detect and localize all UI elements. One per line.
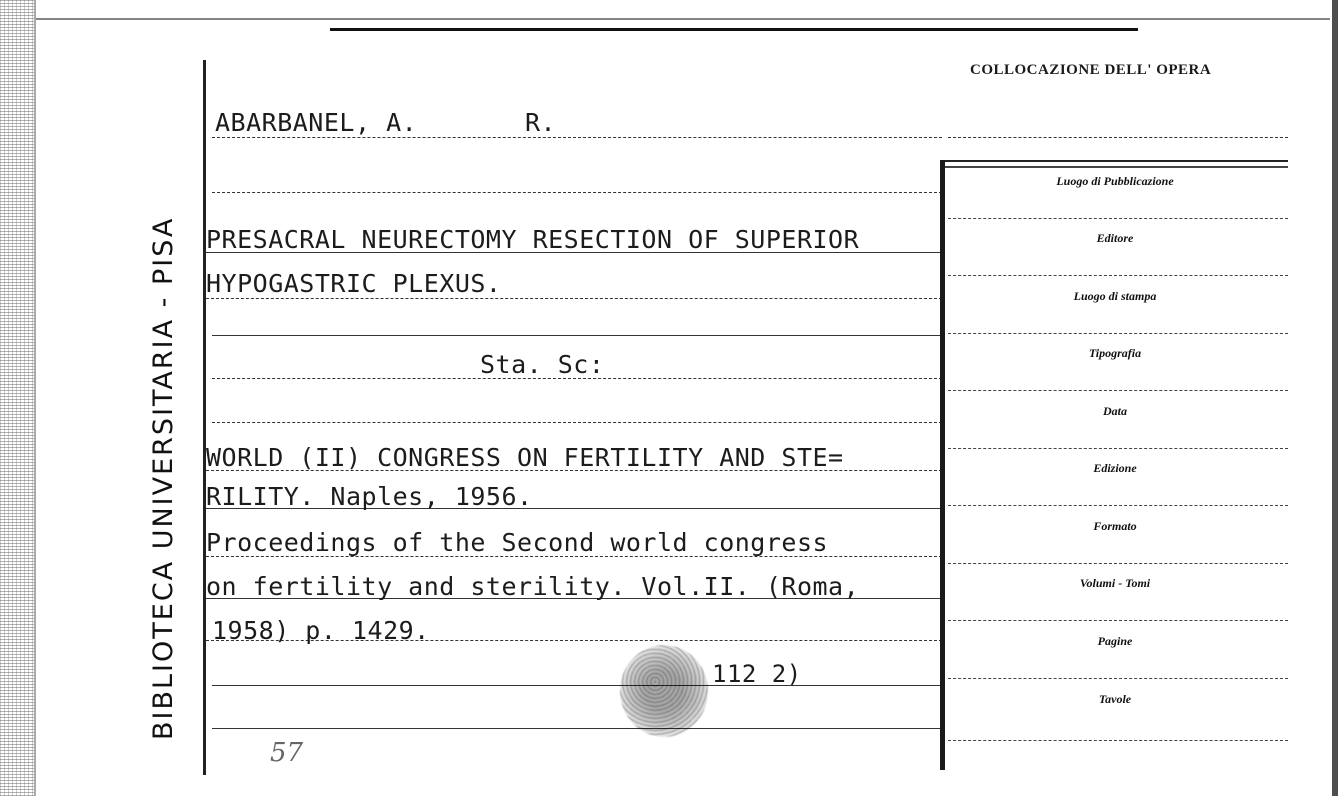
- field-luogo-stampa: Luogo di stampa: [1073, 289, 1157, 303]
- handwritten-number: 57: [270, 738, 304, 768]
- field-rule: [948, 563, 1288, 564]
- rule-line: [206, 298, 942, 299]
- rule-line: [212, 422, 942, 423]
- author-name: ABARBANEL, A.: [215, 108, 418, 137]
- field-data: Data: [1103, 404, 1127, 418]
- collocazione-header: COLLOCAZIONE DELL' OPERA: [970, 62, 1212, 78]
- margin-line: [203, 60, 206, 775]
- field-edizione: Edizione: [1093, 461, 1137, 475]
- source-line-1: WORLD (II) CONGRESS ON FERTILITY AND STE=: [206, 443, 844, 472]
- source-line-3: Proceedings of the Second world congress: [206, 528, 829, 557]
- field-rule: [948, 333, 1288, 334]
- field-tavole: Tavole: [1098, 692, 1132, 706]
- author-initial: R.: [525, 108, 557, 137]
- rule-line: [212, 335, 942, 336]
- source-line-4: on fertility and sterility. Vol.II. (Roma,: [206, 572, 860, 601]
- field-rule: [948, 275, 1288, 276]
- source-line-5: 1958) p. 1429.: [212, 616, 430, 645]
- rule-line: [212, 728, 942, 729]
- field-editore: Editore: [1096, 231, 1134, 245]
- shelf-number: 112 2): [712, 660, 802, 688]
- field-pagine: Pagine: [1097, 634, 1133, 648]
- title-line-2: HYPOGASTRIC PLEXUS.: [206, 269, 502, 298]
- rule-line: [212, 192, 942, 193]
- field-box-top: [940, 160, 1288, 162]
- field-rule: [948, 620, 1288, 621]
- top-border-thick: [330, 28, 1138, 31]
- scan-edge-left: [0, 0, 34, 796]
- field-formato: Formato: [1093, 519, 1137, 533]
- field-rule: [948, 448, 1288, 449]
- field-rule: [948, 505, 1288, 506]
- field-tipografia: Tipografia: [1088, 346, 1142, 360]
- rule-line: [212, 137, 942, 138]
- field-luogo-pubblicazione: Luogo di Pubblicazione: [1056, 174, 1174, 188]
- top-border: [36, 18, 1330, 20]
- scan-edge-line: [34, 0, 36, 796]
- field-volumi-tomi: Volumi - Tomi: [1079, 576, 1151, 590]
- sta-sc: Sta. Sc:: [480, 350, 605, 379]
- library-stamp: [620, 645, 708, 737]
- source-line-2: RILITY. Naples, 1956.: [206, 482, 533, 511]
- rule-line: [948, 137, 1288, 138]
- field-rule: [948, 740, 1288, 741]
- field-rule: [948, 218, 1288, 219]
- title-line-1: PRESACRAL NEURECTOMY RESECTION OF SUPERIOR: [206, 225, 860, 254]
- rule-line: [212, 685, 942, 686]
- field-rule: [948, 678, 1288, 679]
- scan-edge-right: [1332, 0, 1338, 796]
- library-name: BIBLIOTECA UNIVERSITARIA - PISA: [148, 216, 179, 740]
- field-rule: [948, 390, 1288, 391]
- field-box-top: [940, 166, 1288, 168]
